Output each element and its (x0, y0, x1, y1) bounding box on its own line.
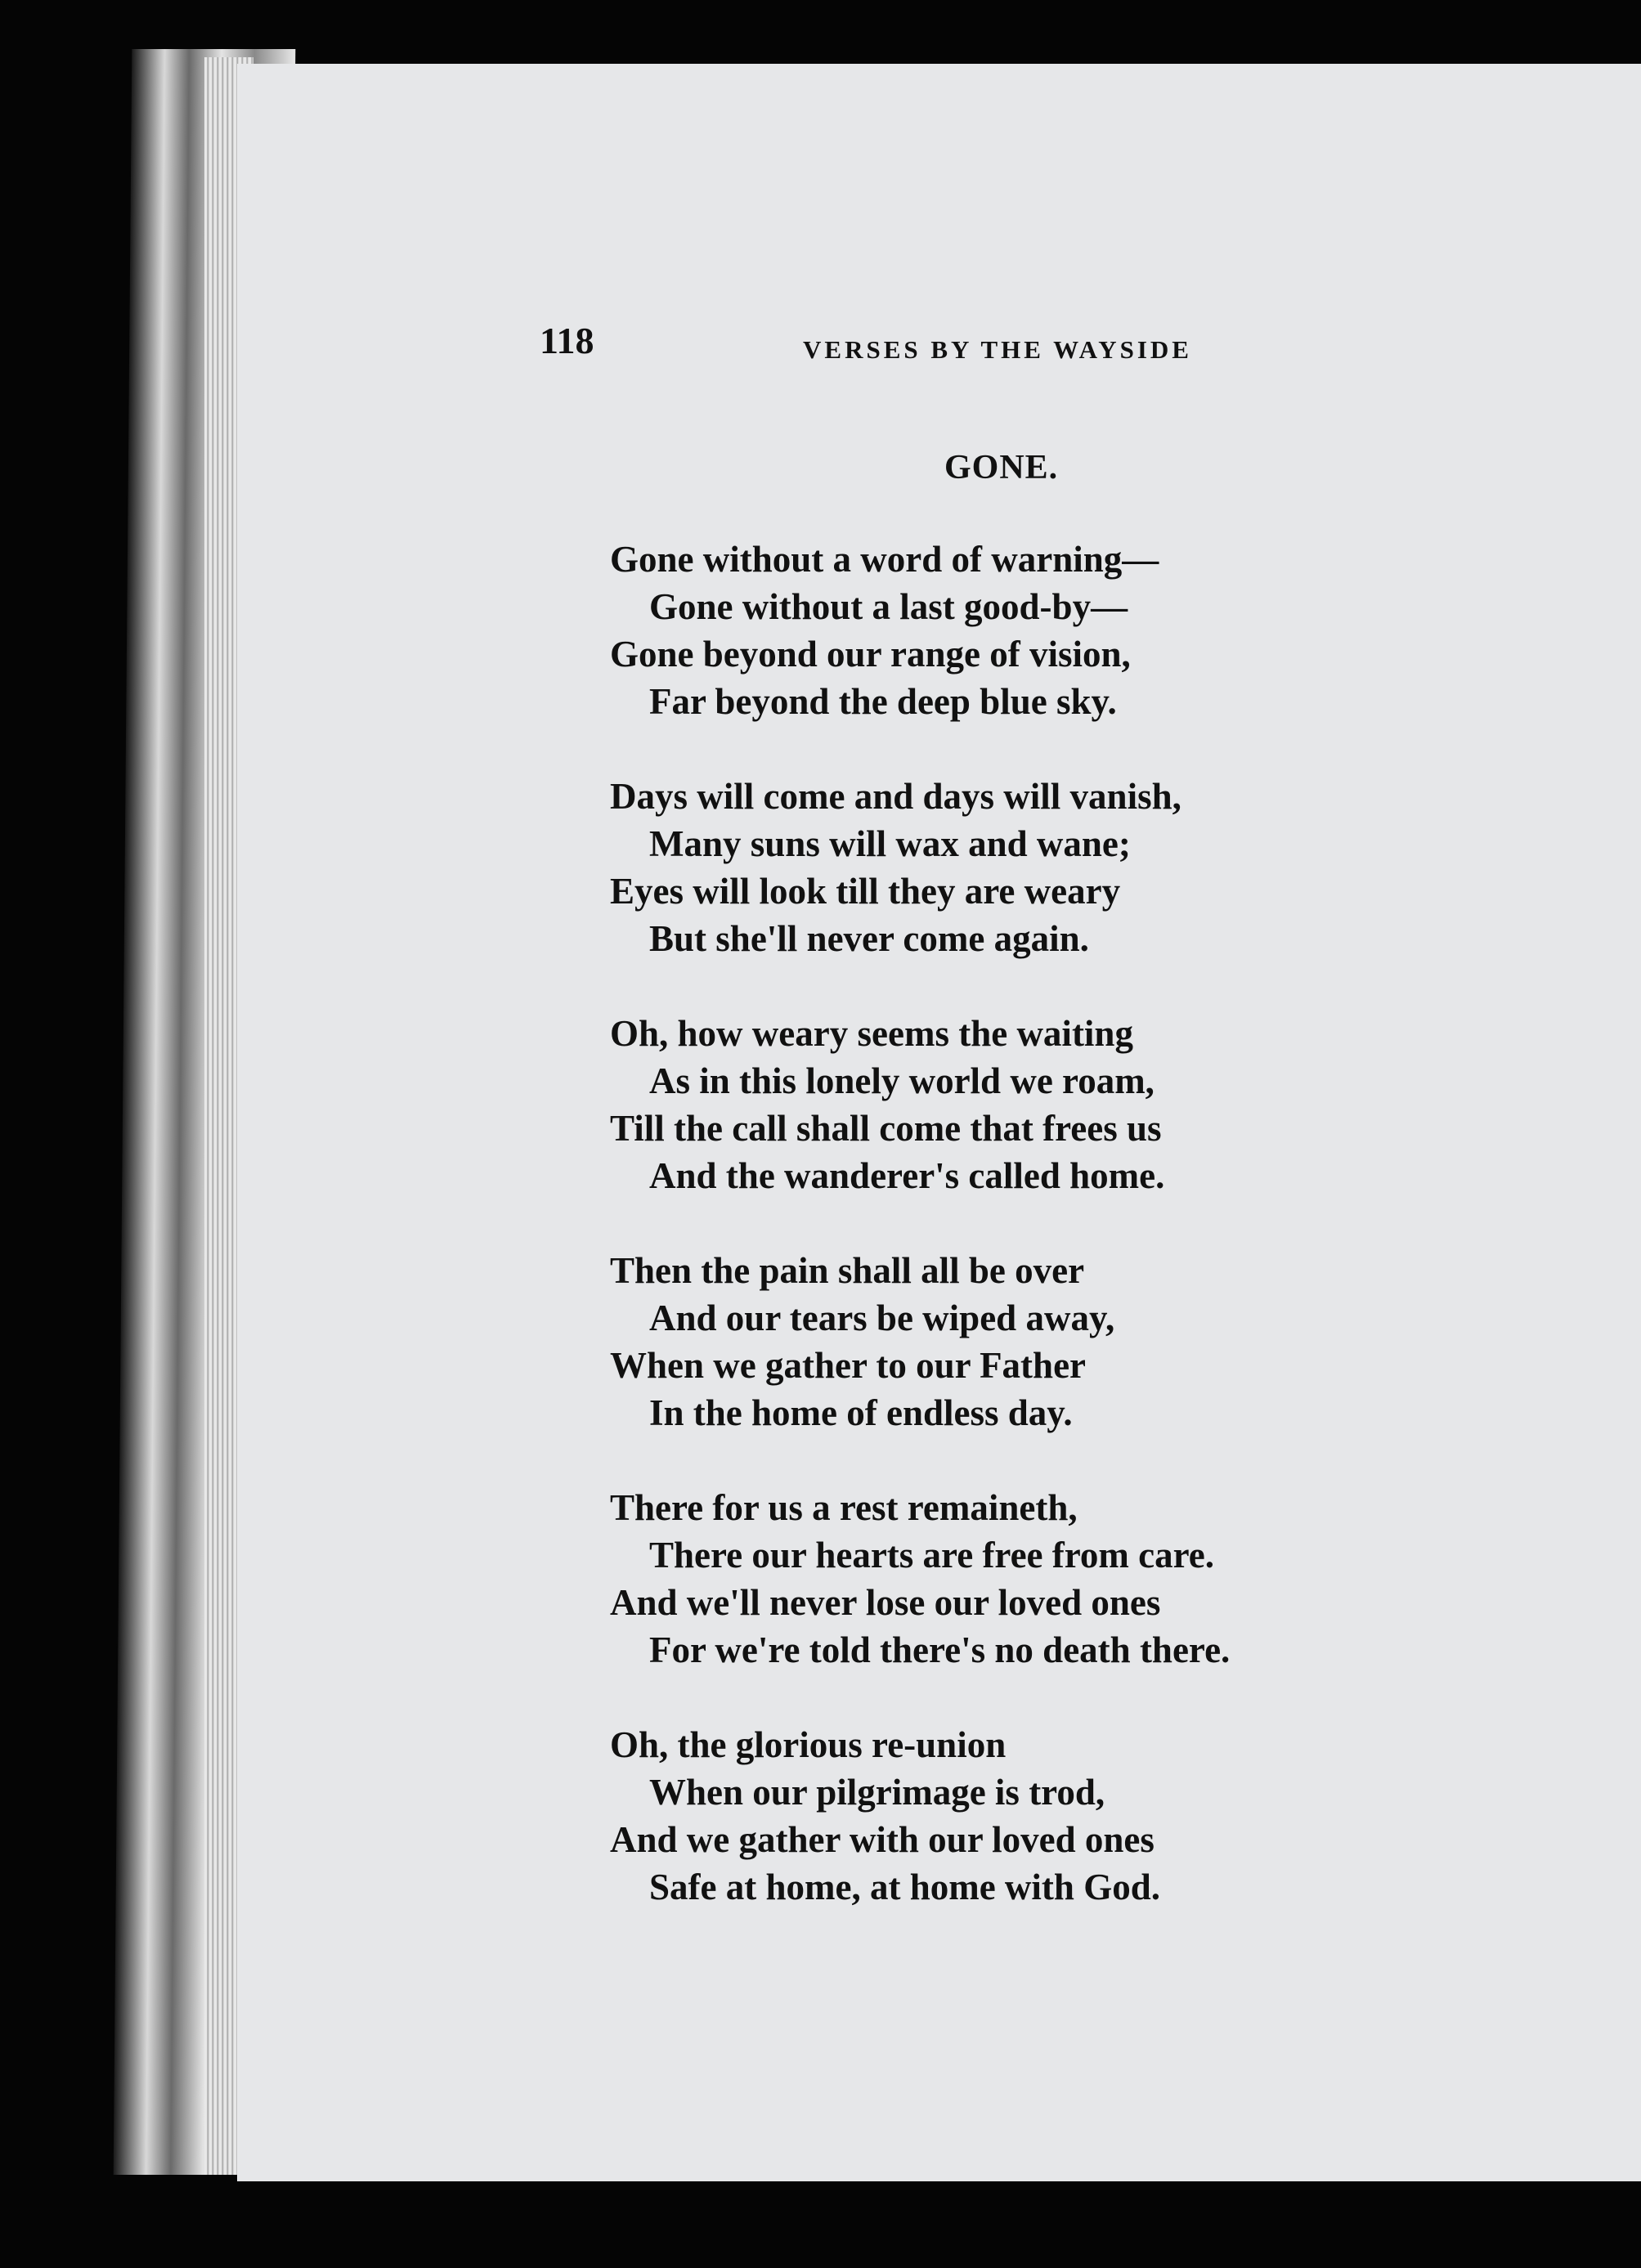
poem-line: Safe at home, at home with God. (649, 1867, 1160, 1907)
poem-line: And we gather with our loved ones (610, 1819, 1155, 1860)
poem-line: But she'll never come again. (649, 918, 1089, 959)
poem-line: And the wanderer's called home. (649, 1155, 1165, 1196)
poem-line: Gone beyond our range of vision, (610, 634, 1131, 675)
poem-line: Gone without a word of warning— (610, 539, 1159, 580)
poem-line: And our tears be wiped away, (649, 1298, 1115, 1338)
page-number: 118 (540, 320, 594, 361)
stanza (610, 1247, 1428, 1484)
running-head: VERSES BY THE WAYSIDE (803, 335, 1192, 364)
poem-line: Oh, how weary seems the waiting (610, 1013, 1133, 1054)
poem-line: Eyes will look till they are weary (610, 871, 1121, 912)
poem-line: When our pilgrimage is trod, (649, 1772, 1105, 1813)
poem-line: Days will come and days will vanish, (610, 776, 1181, 817)
poem-line: Oh, the glorious re-union (610, 1724, 1007, 1765)
poem-line: As in this lonely world we roam, (649, 1060, 1155, 1101)
stanza (610, 773, 1428, 1010)
poem-line: And we'll never lose our loved ones (610, 1582, 1161, 1623)
poem-line: Far beyond the deep blue sky. (649, 681, 1117, 722)
poem-line: There for us a rest remaineth, (610, 1487, 1078, 1528)
poem-line: There our hearts are free from care. (649, 1535, 1215, 1575)
poem-line: In the home of endless day. (649, 1392, 1073, 1433)
stanza (610, 1010, 1428, 1247)
page-header (540, 319, 1235, 376)
poem-body (610, 536, 1428, 1958)
poem-line: For we're told there's no death there. (649, 1629, 1231, 1670)
poem-title: GONE. (944, 449, 1059, 486)
stanza (610, 536, 1428, 773)
poem-line: Then the pain shall all be over (610, 1250, 1085, 1291)
stanza (610, 1721, 1428, 1958)
poem-line: Many suns will wax and wane; (649, 823, 1131, 864)
poem-line: When we gather to our Father (610, 1345, 1087, 1386)
poem-line: Till the call shall come that frees us (610, 1108, 1162, 1149)
stanza (610, 1484, 1428, 1721)
poem-line: Gone without a last good-by— (649, 586, 1128, 627)
